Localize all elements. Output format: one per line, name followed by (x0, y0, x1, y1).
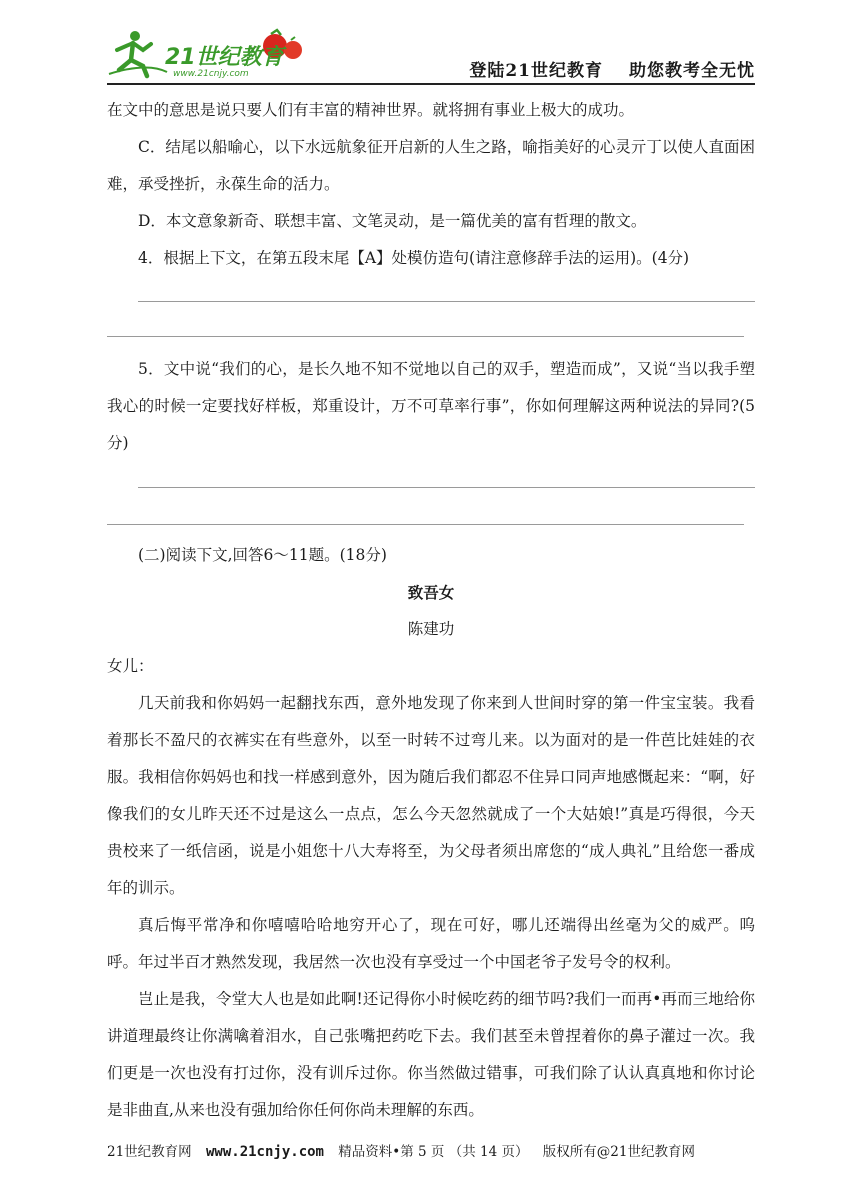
option-d: D．本文意象新奇、联想丰富、文笔灵动，是一篇优美的富有哲理的散文。 (138, 212, 647, 230)
section-heading: (二)阅读下文,回答6～11题。(18分) (138, 546, 387, 564)
question-5: 5．文中说“我们的心，是长久地不知不觉地以自己的双手，塑造而成”，又说“当以我手塑我心的时候一定要找好样板，郑重设计，万不可草率行事”，你如何理解这两种说法的异同?(5分) (107, 360, 755, 452)
header-divider (107, 83, 755, 85)
footer-page-info: 精品资料•第 5 页 （共 14 页） (338, 1144, 529, 1160)
page-content (107, 92, 755, 1129)
site-logo (107, 28, 307, 80)
logo-url: www.21cnjy.com (173, 69, 249, 79)
header-slogan (469, 56, 755, 81)
option-c: C．结尾以船喻心，以下水远航象征开启新的人生之路，喻指美好的心灵亓丁以使人直面困难，承受挫折，永葆生命的活力。 (107, 138, 755, 193)
page-header (107, 28, 755, 84)
paragraph-b-continued: 在文中的意思是说只要人们有丰富的精神世界。就将拥有事业上极大的成功。 (107, 101, 635, 119)
logo-text: 21世纪教育 (165, 45, 284, 70)
slogan-right: 助您教考全无忧 (629, 61, 755, 81)
salutation: 女儿： (107, 657, 154, 675)
article-author: 陈建功 (407, 620, 455, 638)
question-4: 4．根据上下文，在第五段末尾【A】处模仿造句(请注意修辞手法的运用)。(4分) (138, 249, 690, 267)
footer-site-name: 21世纪教育网 (107, 1144, 192, 1160)
running-figure-icon (109, 31, 167, 76)
body-paragraph: 几天前我和你妈妈一起翻找东西，意外地发现了你来到人世间时穿的第一件宝宝装。我看着那长不盈尺的衣裤实在有些意外，以至一时转不过弯儿来。以为面对的是一件芭比娃娃的衣服。我相信你妈妈也和找一样感到意外，因为随后我们都忍不住异口同声地感慨起来：“啊，好像我们的女儿昨天还不过是这么一点点，怎么今天忽然就成了一个大姑娘!”真是巧得很，今天贵校来了一纸信函，说是小姐您十八大寿将至，为父母者须出席您的“成人典礼”且给您一番成年的训示。 (107, 694, 755, 897)
footer-site-url[interactable]: www.21cnjy.com (205, 1144, 324, 1160)
body-paragraph: 真后悔平常净和你嘻嘻哈哈地穷开心了，现在可好，哪儿还端得出丝毫为父的威严。呜呼。年过半百才熟然发现，我居然一次也没有享受过一个中国老爷子发号令的权利。 (107, 916, 755, 971)
page-footer (107, 1140, 755, 1160)
slogan-left: 登陆21世纪教育 (469, 61, 603, 81)
article-title: 致吾女 (407, 583, 455, 602)
body-paragraph: 岂止是我，令堂大人也是如此啊!还记得你小时候吃药的细节吗?我们一而再•再而三地给你讲道理最终让你满噙着泪水，自己张嘴把药吃下去。我们甚至未曾捏着你的鼻子灌过一次。我们更是一次也没有打过你，没有训斥过你。你当然做过错事，可我们除了认认真真地和你讨论是非曲直,从来也没有强加给你任何你尚未理解的东西。 (107, 990, 755, 1119)
footer-copyright: 版权所有@21世纪教育网 (542, 1144, 695, 1160)
